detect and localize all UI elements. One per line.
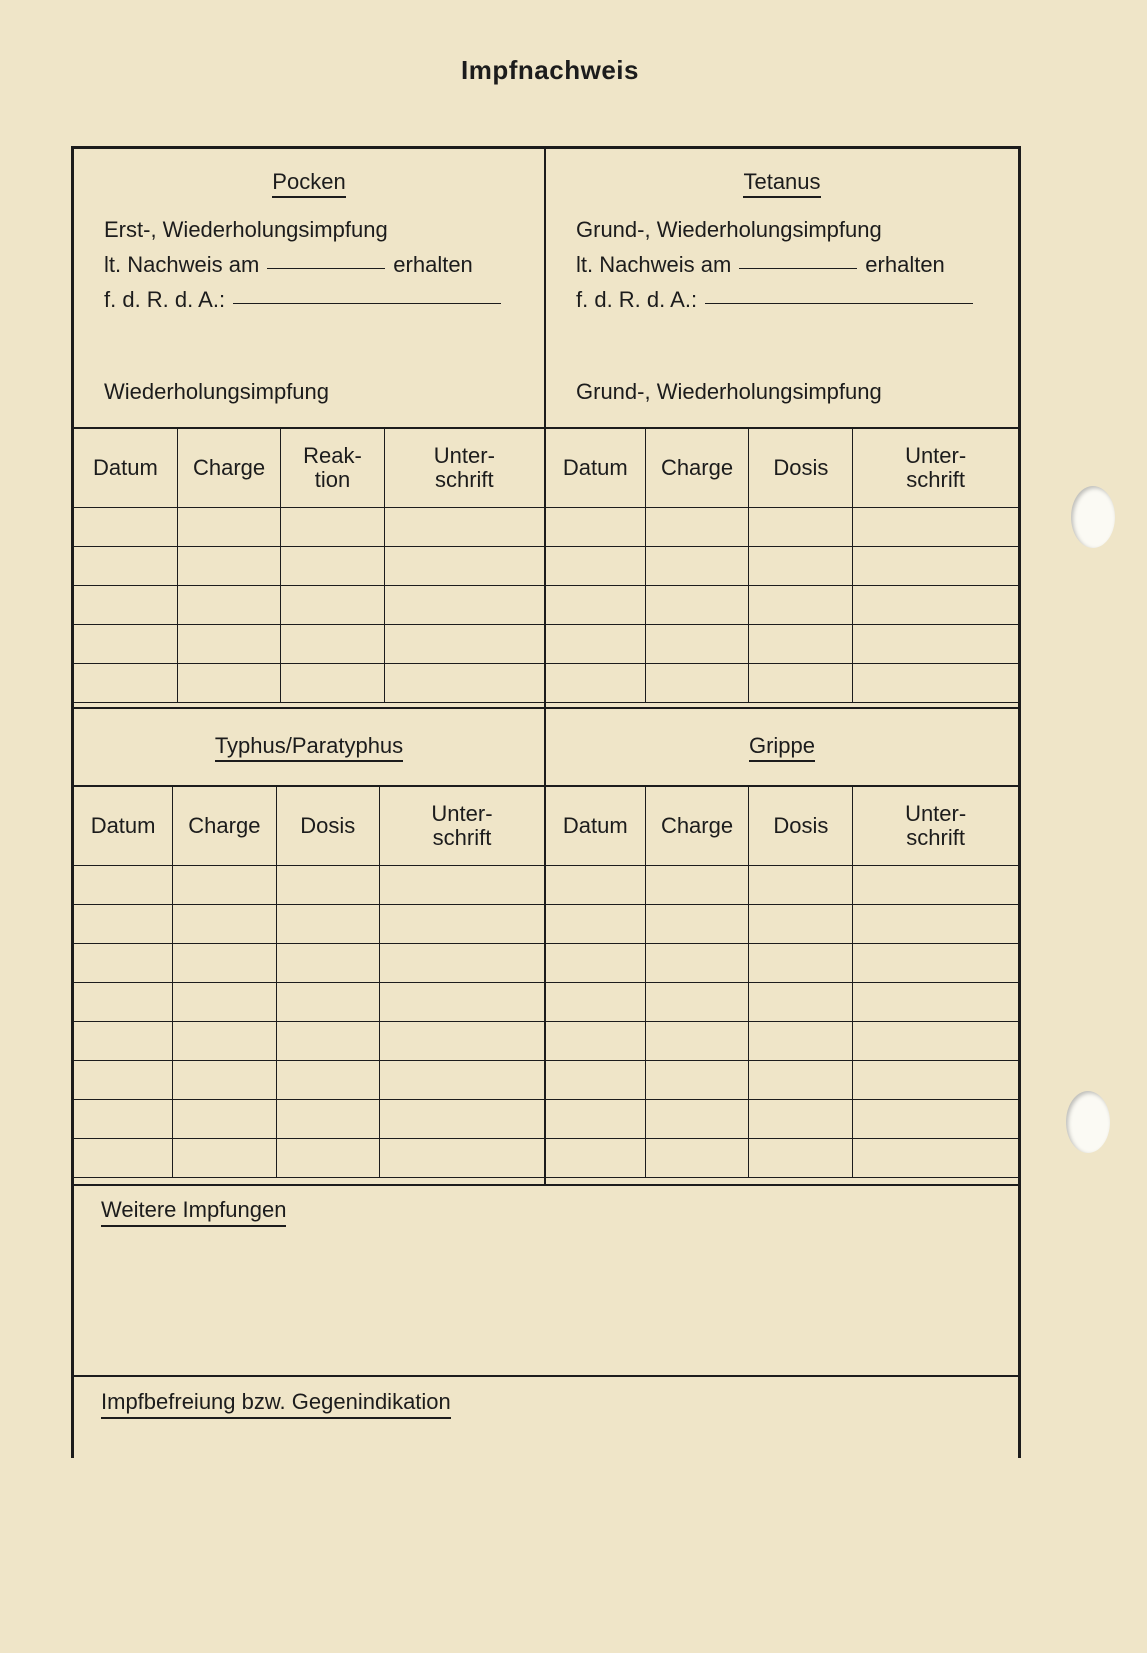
col-charge: Charge (173, 787, 276, 866)
col-reaktion: Reak- tion (281, 429, 384, 508)
cell[interactable] (276, 1061, 379, 1100)
cell[interactable] (276, 866, 379, 905)
table-row (546, 1022, 1018, 1061)
grippe-title: Grippe (546, 733, 1018, 759)
cell[interactable] (74, 1022, 173, 1061)
table-header-row (74, 787, 544, 866)
cell[interactable] (645, 1061, 749, 1100)
cell[interactable] (379, 1139, 544, 1178)
table-row (546, 1139, 1018, 1178)
weitere-impfungen-label: Weitere Impfungen (101, 1197, 286, 1223)
cell[interactable] (749, 664, 853, 703)
table-row (546, 944, 1018, 983)
pocken-section (74, 149, 546, 707)
cell[interactable] (276, 1139, 379, 1178)
cell[interactable] (281, 508, 384, 547)
cell[interactable] (177, 508, 280, 547)
table-header-row (546, 429, 1018, 508)
cell[interactable] (853, 664, 1018, 703)
pocken-header (74, 149, 544, 429)
cell[interactable] (749, 508, 853, 547)
cell[interactable] (74, 625, 177, 664)
cell[interactable] (379, 983, 544, 1022)
cell[interactable] (853, 625, 1018, 664)
table-row (546, 983, 1018, 1022)
cell[interactable] (173, 905, 276, 944)
cell[interactable] (546, 1100, 645, 1139)
cell[interactable] (853, 1061, 1018, 1100)
cell[interactable] (749, 586, 853, 625)
table-row (546, 905, 1018, 944)
cell[interactable] (281, 664, 384, 703)
tetanus-header (546, 149, 1018, 429)
cell[interactable] (645, 1139, 749, 1178)
cell[interactable] (546, 547, 645, 586)
cell[interactable] (74, 1139, 173, 1178)
cell[interactable] (546, 586, 645, 625)
cell[interactable] (173, 1022, 276, 1061)
table-row (546, 586, 1018, 625)
cell[interactable] (379, 866, 544, 905)
col-unterschrift: Unter- schrift (379, 787, 544, 866)
cell[interactable] (276, 1100, 379, 1139)
tetanus-date-blank[interactable] (739, 268, 857, 269)
cell[interactable] (379, 1100, 544, 1139)
col-charge: Charge (645, 787, 749, 866)
cell[interactable] (173, 983, 276, 1022)
cell[interactable] (853, 866, 1018, 905)
cell[interactable] (379, 905, 544, 944)
cell[interactable] (546, 983, 645, 1022)
tetanus-signature-blank[interactable] (705, 303, 973, 304)
middle-row (74, 709, 1018, 1186)
pocken-line1: Erst-, Wiederholungsimpfung (104, 217, 388, 242)
typhus-title: Typhus/Paratyphus (74, 733, 544, 759)
col-charge: Charge (645, 429, 749, 508)
table-row (74, 547, 544, 586)
cell[interactable] (749, 547, 853, 586)
cell[interactable] (853, 1100, 1018, 1139)
col-unterschrift: Unter- schrift (853, 429, 1018, 508)
cell[interactable] (74, 983, 173, 1022)
cell[interactable] (645, 983, 749, 1022)
cell[interactable] (645, 586, 749, 625)
cell[interactable] (645, 508, 749, 547)
table-row (546, 547, 1018, 586)
impfbefreiung-label: Impfbefreiung bzw. Gegenindikation (101, 1389, 451, 1415)
grippe-header (546, 709, 1018, 787)
vaccination-form (71, 146, 1021, 1458)
table-row (74, 1100, 544, 1139)
cell[interactable] (74, 1100, 173, 1139)
table-row (74, 586, 544, 625)
tetanus-line1: Grund-, Wiederholungsimpfung (576, 217, 882, 242)
cell[interactable] (281, 625, 384, 664)
cell[interactable] (173, 1100, 276, 1139)
col-datum: Datum (546, 429, 645, 508)
cell[interactable] (853, 586, 1018, 625)
typhus-section (74, 709, 546, 1184)
cell[interactable] (645, 547, 749, 586)
cell[interactable] (546, 664, 645, 703)
cell[interactable] (546, 1139, 645, 1178)
cell[interactable] (546, 944, 645, 983)
pocken-line2: lt. Nachweis am erhalten (104, 252, 473, 277)
cell[interactable] (74, 866, 173, 905)
cell[interactable] (749, 1100, 853, 1139)
table-row (546, 866, 1018, 905)
table-header-row (546, 787, 1018, 866)
table-row (74, 664, 544, 703)
cell[interactable] (546, 508, 645, 547)
col-datum: Datum (74, 429, 177, 508)
table-row (74, 944, 544, 983)
pocken-subtitle: Wiederholungsimpfung (104, 379, 330, 404)
cell[interactable] (177, 586, 280, 625)
cell[interactable] (74, 586, 177, 625)
cell[interactable] (546, 1022, 645, 1061)
table-row (546, 508, 1018, 547)
pocken-line3: f. d. R. d. A.: (104, 287, 509, 313)
cell[interactable] (749, 866, 853, 905)
table-header-row (74, 429, 544, 508)
cell[interactable] (173, 1061, 276, 1100)
col-unterschrift: Unter- schrift (384, 429, 544, 508)
table-row (546, 1061, 1018, 1100)
cell[interactable] (853, 983, 1018, 1022)
cell[interactable] (749, 944, 853, 983)
cell[interactable] (173, 1139, 276, 1178)
table-row (74, 983, 544, 1022)
cell[interactable] (384, 625, 544, 664)
cell[interactable] (645, 1022, 749, 1061)
cell[interactable] (645, 944, 749, 983)
table-row (546, 664, 1018, 703)
grippe-table (546, 787, 1018, 1178)
col-dosis: Dosis (749, 429, 853, 508)
cell[interactable] (74, 905, 173, 944)
cell[interactable] (379, 1022, 544, 1061)
cell[interactable] (546, 905, 645, 944)
cell[interactable] (645, 625, 749, 664)
cell[interactable] (853, 905, 1018, 944)
col-dosis: Dosis (276, 787, 379, 866)
col-datum: Datum (74, 787, 173, 866)
cell[interactable] (645, 905, 749, 944)
cell[interactable] (645, 866, 749, 905)
punch-hole-top (1071, 486, 1115, 548)
cell[interactable] (749, 625, 853, 664)
cell[interactable] (379, 944, 544, 983)
cell[interactable] (379, 1061, 544, 1100)
grippe-section (546, 709, 1018, 1184)
table-row (74, 866, 544, 905)
cell[interactable] (546, 1061, 645, 1100)
col-dosis: Dosis (749, 787, 853, 866)
typhus-header (74, 709, 544, 787)
pocken-date-blank[interactable] (267, 268, 385, 269)
cell[interactable] (546, 866, 645, 905)
pocken-signature-blank[interactable] (233, 303, 501, 304)
tetanus-title: Tetanus (546, 169, 1018, 195)
cell[interactable] (853, 1139, 1018, 1178)
cell[interactable] (276, 905, 379, 944)
typhus-table (74, 787, 544, 1178)
cell[interactable] (74, 547, 177, 586)
table-row (546, 1100, 1018, 1139)
cell[interactable] (853, 1022, 1018, 1061)
table-row (74, 905, 544, 944)
cell[interactable] (177, 664, 280, 703)
cell[interactable] (74, 664, 177, 703)
punch-hole-bottom (1066, 1091, 1110, 1153)
cell[interactable] (177, 625, 280, 664)
table-row (74, 508, 544, 547)
cell[interactable] (749, 1061, 853, 1100)
cell[interactable] (74, 1061, 173, 1100)
col-charge: Charge (177, 429, 280, 508)
tetanus-table (546, 429, 1018, 703)
table-row (74, 1061, 544, 1100)
cell[interactable] (645, 664, 749, 703)
cell[interactable] (645, 1100, 749, 1139)
cell[interactable] (749, 983, 853, 1022)
cell[interactable] (853, 944, 1018, 983)
cell[interactable] (546, 625, 645, 664)
cell[interactable] (173, 944, 276, 983)
cell[interactable] (853, 547, 1018, 586)
page-title: Impfnachweis (461, 55, 639, 85)
cell[interactable] (749, 1139, 853, 1178)
col-unterschrift: Unter- schrift (853, 787, 1018, 866)
tetanus-section (546, 149, 1018, 707)
bottom-divider (74, 1375, 1018, 1377)
top-row (74, 149, 1018, 709)
cell[interactable] (853, 508, 1018, 547)
cell[interactable] (384, 508, 544, 547)
cell[interactable] (74, 944, 173, 983)
cell[interactable] (281, 547, 384, 586)
col-datum: Datum (546, 787, 645, 866)
cell[interactable] (276, 944, 379, 983)
pocken-table (74, 429, 544, 703)
cell[interactable] (276, 1022, 379, 1061)
cell[interactable] (177, 547, 280, 586)
cell[interactable] (173, 866, 276, 905)
cell[interactable] (384, 547, 544, 586)
cell[interactable] (281, 586, 384, 625)
table-row (74, 1022, 544, 1061)
cell[interactable] (384, 586, 544, 625)
table-row (74, 1139, 544, 1178)
table-row (74, 625, 544, 664)
cell[interactable] (74, 508, 177, 547)
tetanus-line3: f. d. R. d. A.: (576, 287, 981, 313)
cell[interactable] (749, 905, 853, 944)
pocken-title: Pocken (74, 169, 544, 195)
cell[interactable] (749, 1022, 853, 1061)
tetanus-line2: lt. Nachweis am erhalten (576, 252, 945, 277)
table-row (546, 625, 1018, 664)
tetanus-subtitle: Grund-, Wiederholungsimpfung (576, 379, 882, 404)
cell[interactable] (276, 983, 379, 1022)
cell[interactable] (384, 664, 544, 703)
